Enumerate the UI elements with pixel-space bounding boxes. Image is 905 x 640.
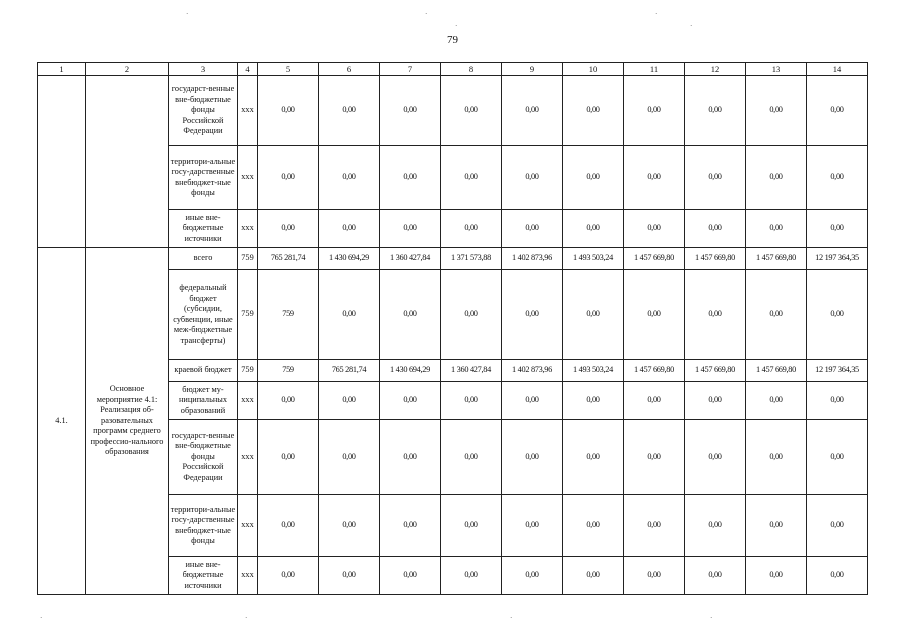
index-cell xyxy=(38,76,86,248)
measure-name-cell xyxy=(86,76,169,248)
column-number-cell: 2 xyxy=(86,63,169,76)
amount-cell: 0,00 xyxy=(319,76,380,146)
amount-cell: 0,00 xyxy=(685,146,746,210)
budget-code-cell: xxx xyxy=(238,146,258,210)
amount-cell: 0,00 xyxy=(380,495,441,557)
amount-cell: 0,00 xyxy=(563,420,624,495)
amount-cell: 0,00 xyxy=(258,495,319,557)
amount-cell: 12 197 364,35 xyxy=(807,360,868,382)
budget-code-cell: xxx xyxy=(238,557,258,595)
amount-cell: 0,00 xyxy=(502,495,563,557)
budget-code-cell: xxx xyxy=(238,495,258,557)
column-number-cell: 4 xyxy=(238,63,258,76)
scan-speck: · xyxy=(245,614,248,622)
amount-cell: 0,00 xyxy=(685,495,746,557)
amount-cell: 0,00 xyxy=(319,210,380,248)
amount-cell: 1 360 427,84 xyxy=(441,360,502,382)
amount-cell: 0,00 xyxy=(807,495,868,557)
amount-cell: 0,00 xyxy=(746,495,807,557)
amount-cell: 0,00 xyxy=(685,382,746,420)
budget-code-cell: 759 xyxy=(238,360,258,382)
amount-cell: 1 402 873,96 xyxy=(502,360,563,382)
amount-cell: 0,00 xyxy=(624,495,685,557)
scan-speck: · xyxy=(455,22,458,30)
amount-cell: 0,00 xyxy=(624,270,685,360)
amount-cell: 1 493 503,24 xyxy=(563,248,624,270)
amount-cell: 0,00 xyxy=(746,76,807,146)
column-number-cell: 12 xyxy=(685,63,746,76)
amount-cell: 0,00 xyxy=(563,270,624,360)
amount-cell: 0,00 xyxy=(685,420,746,495)
table-row xyxy=(38,248,868,270)
budget-table xyxy=(37,62,868,595)
funding-source-cell: федеральный бюджет (субсидии, субвенции, иные меж-бюджетные трансферты) xyxy=(169,270,238,360)
budget-code-cell: 759 xyxy=(238,248,258,270)
amount-cell: 759 xyxy=(258,360,319,382)
amount-cell: 0,00 xyxy=(319,382,380,420)
amount-cell: 0,00 xyxy=(807,270,868,360)
amount-cell: 0,00 xyxy=(258,420,319,495)
table-row xyxy=(38,76,868,146)
amount-cell: 0,00 xyxy=(563,495,624,557)
amount-cell: 0,00 xyxy=(441,210,502,248)
amount-cell: 0,00 xyxy=(502,210,563,248)
amount-cell: 0,00 xyxy=(380,210,441,248)
amount-cell: 0,00 xyxy=(746,146,807,210)
amount-cell: 0,00 xyxy=(563,146,624,210)
amount-cell: 0,00 xyxy=(807,76,868,146)
amount-cell: 0,00 xyxy=(319,146,380,210)
amount-cell: 0,00 xyxy=(258,382,319,420)
amount-cell: 0,00 xyxy=(319,420,380,495)
amount-cell: 0,00 xyxy=(380,382,441,420)
amount-cell: 0,00 xyxy=(624,420,685,495)
funding-source-cell: территори-альные госу-дарственные внебюджет-ные фонды xyxy=(169,146,238,210)
amount-cell: 0,00 xyxy=(563,557,624,595)
column-number-cell: 8 xyxy=(441,63,502,76)
scan-speck: · xyxy=(40,614,43,622)
amount-cell: 0,00 xyxy=(563,382,624,420)
amount-cell: 1 402 873,96 xyxy=(502,248,563,270)
funding-source-cell: иные вне-бюджетные источники xyxy=(169,210,238,248)
amount-cell: 0,00 xyxy=(319,557,380,595)
amount-cell: 0,00 xyxy=(746,420,807,495)
amount-cell: 1 430 694,29 xyxy=(380,360,441,382)
amount-cell: 0,00 xyxy=(441,382,502,420)
amount-cell: 0,00 xyxy=(563,210,624,248)
amount-cell: 1 457 669,80 xyxy=(685,248,746,270)
amount-cell: 0,00 xyxy=(441,557,502,595)
scan-speck: · xyxy=(510,614,513,622)
amount-cell: 1 371 573,88 xyxy=(441,248,502,270)
amount-cell: 0,00 xyxy=(258,146,319,210)
amount-cell: 0,00 xyxy=(685,270,746,360)
amount-cell: 0,00 xyxy=(807,557,868,595)
amount-cell: 0,00 xyxy=(502,76,563,146)
amount-cell: 0,00 xyxy=(807,382,868,420)
amount-cell: 0,00 xyxy=(258,210,319,248)
amount-cell: 0,00 xyxy=(380,270,441,360)
budget-code-cell: xxx xyxy=(238,420,258,495)
amount-cell: 0,00 xyxy=(258,557,319,595)
amount-cell: 0,00 xyxy=(258,76,319,146)
amount-cell: 0,00 xyxy=(746,382,807,420)
amount-cell: 0,00 xyxy=(502,382,563,420)
amount-cell: 0,00 xyxy=(380,146,441,210)
amount-cell: 0,00 xyxy=(685,557,746,595)
scan-speck: · xyxy=(710,614,713,622)
amount-cell: 1 457 669,80 xyxy=(624,248,685,270)
amount-cell: 0,00 xyxy=(807,420,868,495)
amount-cell: 0,00 xyxy=(807,146,868,210)
measure-index-cell: 4.1. xyxy=(38,248,86,595)
amount-cell: 1 493 503,24 xyxy=(563,360,624,382)
amount-cell: 0,00 xyxy=(624,557,685,595)
amount-cell: 0,00 xyxy=(563,76,624,146)
amount-cell: 0,00 xyxy=(624,382,685,420)
scan-speck: · xyxy=(655,10,658,18)
amount-cell: 0,00 xyxy=(441,495,502,557)
amount-cell: 765 281,74 xyxy=(319,360,380,382)
amount-cell: 0,00 xyxy=(624,76,685,146)
amount-cell: 0,00 xyxy=(502,557,563,595)
funding-source-cell: краевой бюджет xyxy=(169,360,238,382)
funding-source-cell: бюджет му-ниципальных образований xyxy=(169,382,238,420)
amount-cell: 0,00 xyxy=(624,210,685,248)
column-number-cell: 9 xyxy=(502,63,563,76)
funding-source-cell: территори-альные госу-дарственные внебюджет-ные фонды xyxy=(169,495,238,557)
scan-speck: · xyxy=(425,10,428,18)
amount-cell: 1 457 669,80 xyxy=(624,360,685,382)
amount-cell: 0,00 xyxy=(502,270,563,360)
budget-code-cell: xxx xyxy=(238,210,258,248)
column-number-cell: 7 xyxy=(380,63,441,76)
amount-cell: 0,00 xyxy=(502,420,563,495)
column-number-cell: 14 xyxy=(807,63,868,76)
amount-cell: 0,00 xyxy=(441,76,502,146)
amount-cell: 0,00 xyxy=(807,210,868,248)
amount-cell: 0,00 xyxy=(319,270,380,360)
amount-cell: 765 281,74 xyxy=(258,248,319,270)
amount-cell: 0,00 xyxy=(441,420,502,495)
amount-cell: 0,00 xyxy=(319,495,380,557)
amount-cell: 0,00 xyxy=(746,210,807,248)
budget-code-cell: xxx xyxy=(238,382,258,420)
amount-cell: 1 360 427,84 xyxy=(380,248,441,270)
amount-cell: 759 xyxy=(258,270,319,360)
amount-cell: 0,00 xyxy=(746,270,807,360)
funding-source-cell: государст-венные вне-бюджетные фонды Российской Федерации xyxy=(169,76,238,146)
column-number-cell: 13 xyxy=(746,63,807,76)
amount-cell: 12 197 364,35 xyxy=(807,248,868,270)
scan-speck: · xyxy=(690,22,693,30)
column-number-cell: 6 xyxy=(319,63,380,76)
funding-source-cell: государст-венные вне-бюджетные фонды Российской Федерации xyxy=(169,420,238,495)
amount-cell: 0,00 xyxy=(441,146,502,210)
page-number: 79 xyxy=(447,34,458,46)
column-number-cell: 3 xyxy=(169,63,238,76)
funding-source-cell: иные вне-бюджетные источники xyxy=(169,557,238,595)
amount-cell: 0,00 xyxy=(685,210,746,248)
budget-code-cell: xxx xyxy=(238,76,258,146)
amount-cell: 1 457 669,80 xyxy=(685,360,746,382)
amount-cell: 0,00 xyxy=(685,76,746,146)
column-number-cell: 5 xyxy=(258,63,319,76)
amount-cell: 0,00 xyxy=(502,146,563,210)
budget-code-cell: 759 xyxy=(238,270,258,360)
column-number-cell: 11 xyxy=(624,63,685,76)
amount-cell: 0,00 xyxy=(380,557,441,595)
amount-cell: 0,00 xyxy=(380,76,441,146)
column-number-cell: 1 xyxy=(38,63,86,76)
header-row xyxy=(38,63,868,76)
amount-cell: 1 457 669,80 xyxy=(746,248,807,270)
amount-cell: 1 457 669,80 xyxy=(746,360,807,382)
amount-cell: 0,00 xyxy=(746,557,807,595)
measure-name-cell: Основное мероприятие 4.1: Реализация об-разовательных программ среднего профессио-нального образования xyxy=(86,248,169,595)
scan-speck: · xyxy=(186,10,189,18)
amount-cell: 0,00 xyxy=(380,420,441,495)
amount-cell: 1 430 694,29 xyxy=(319,248,380,270)
funding-source-cell: всего xyxy=(169,248,238,270)
amount-cell: 0,00 xyxy=(624,146,685,210)
column-number-cell: 10 xyxy=(563,63,624,76)
amount-cell: 0,00 xyxy=(441,270,502,360)
